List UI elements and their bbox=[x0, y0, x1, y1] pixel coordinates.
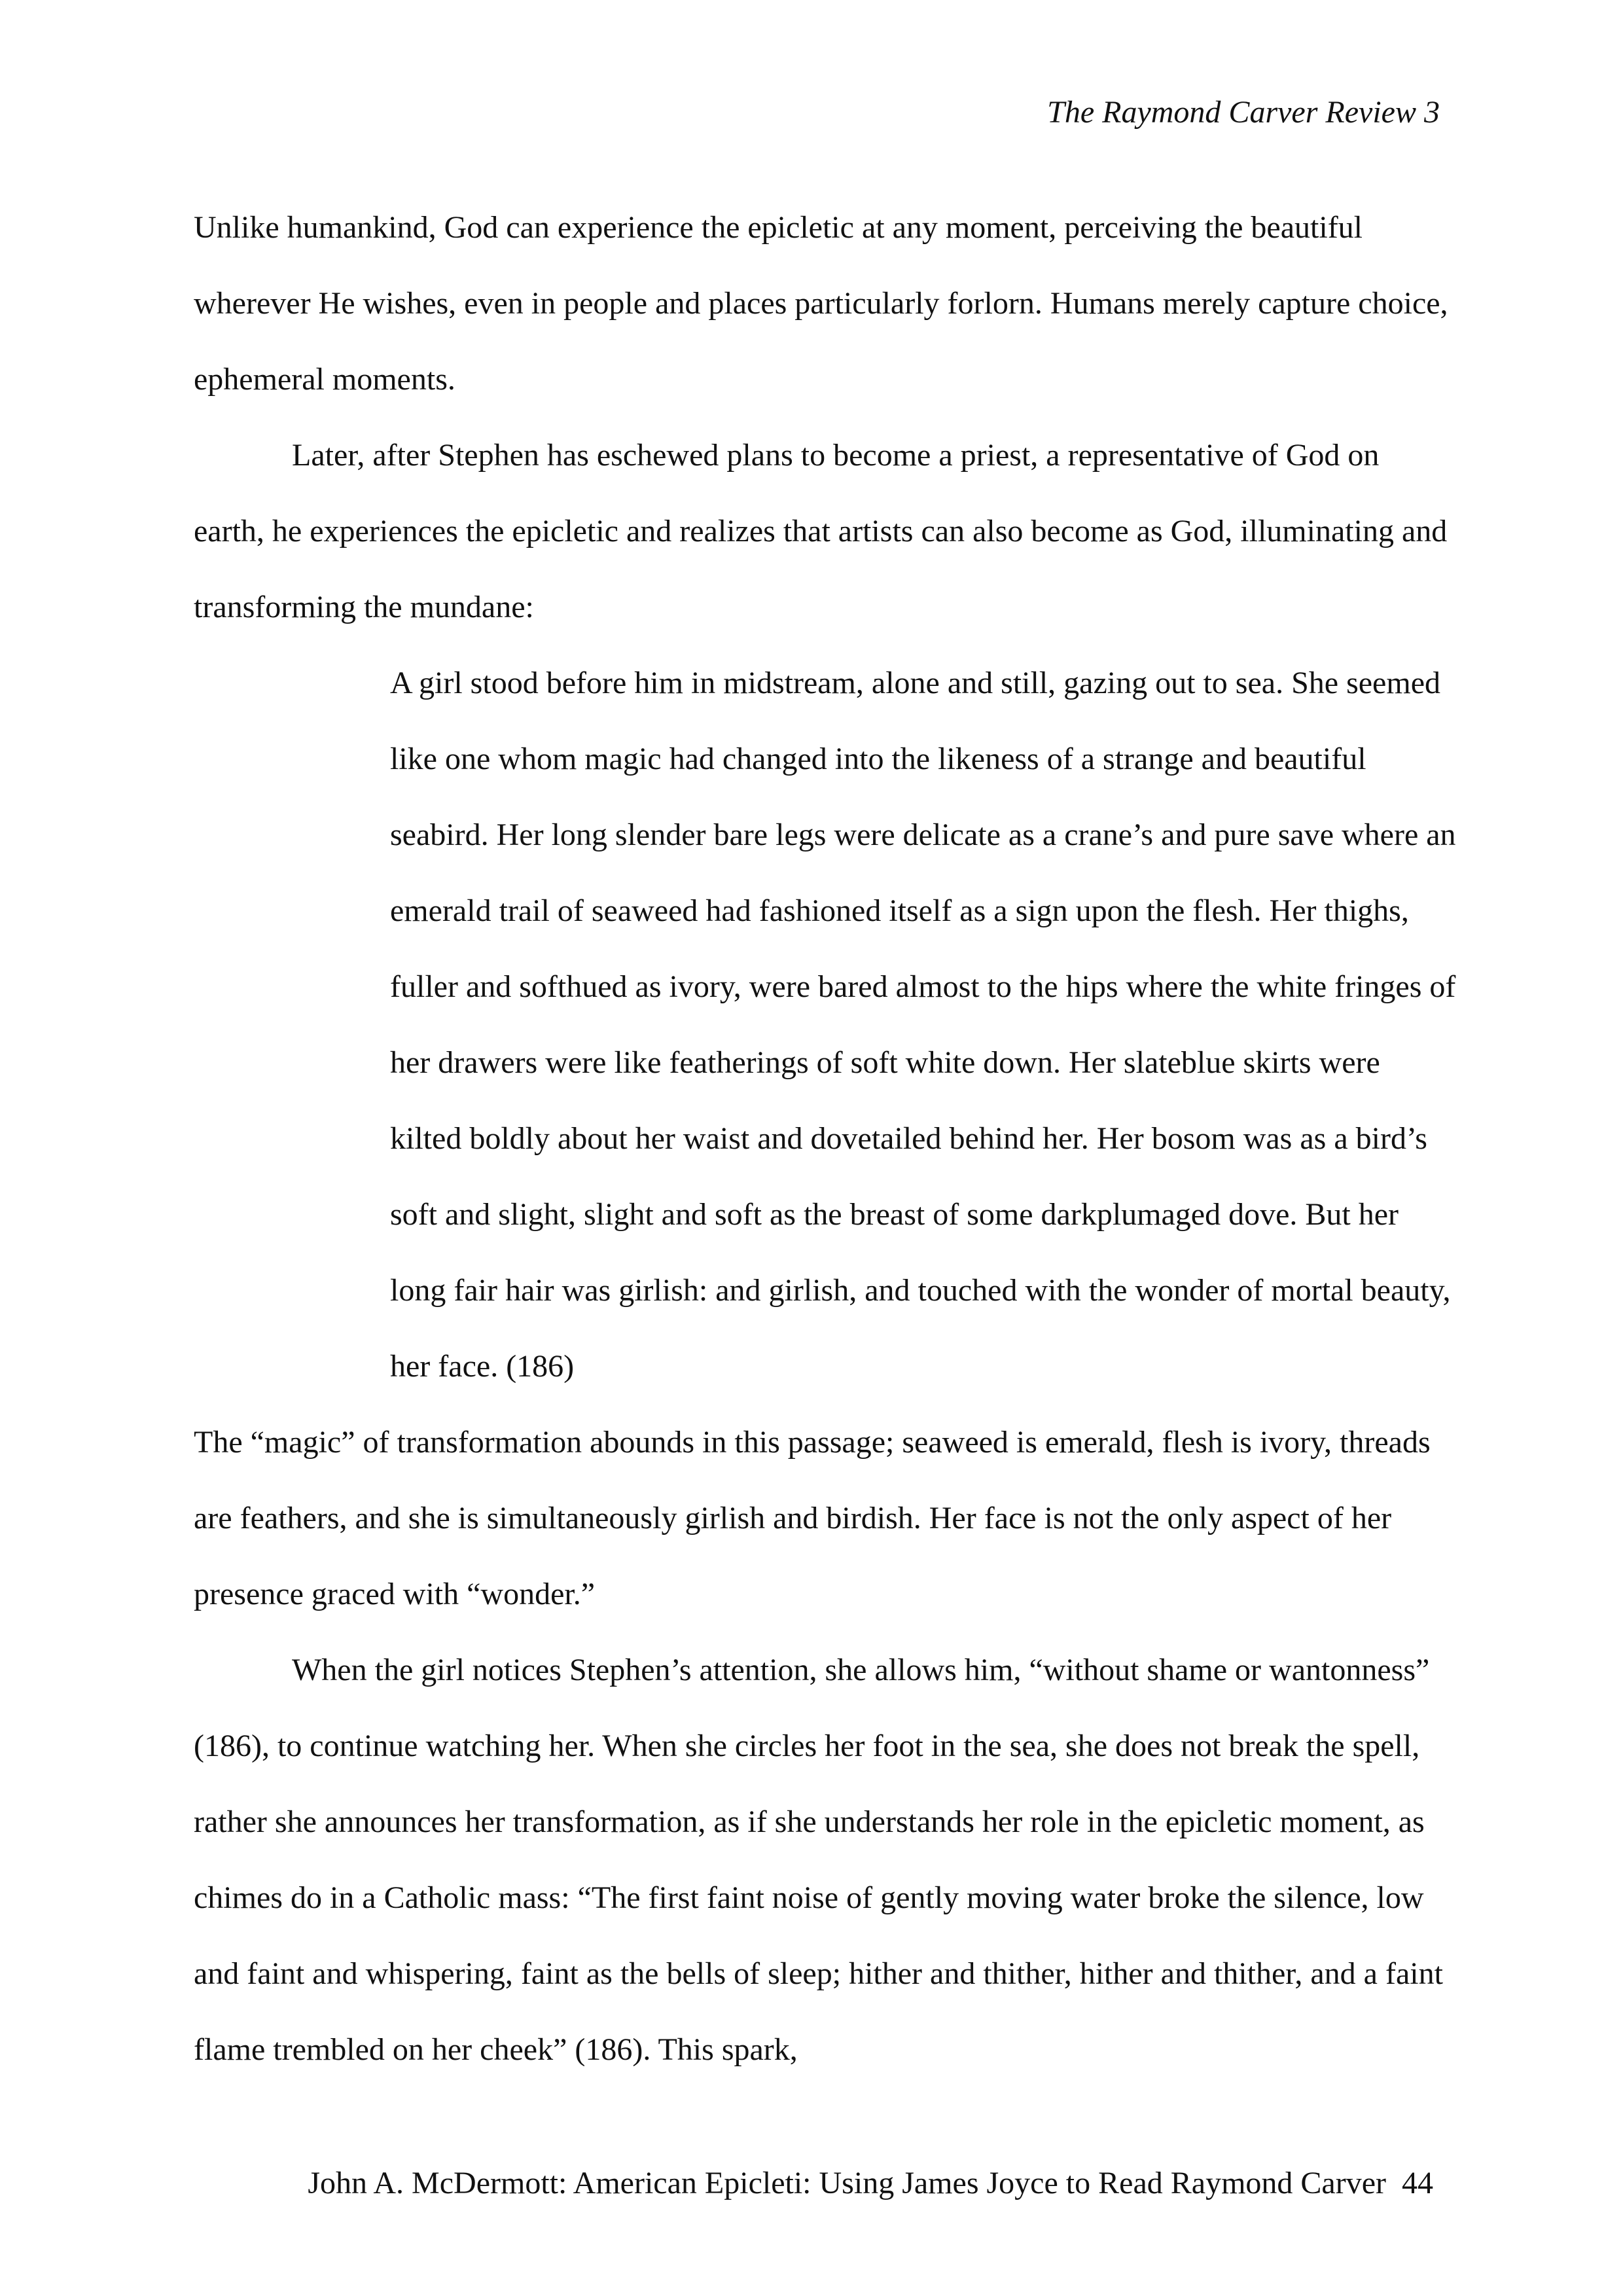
footer-citation: John A. McDermott: American Epicleti: Using James Joyce to Read Raymond Carver bbox=[308, 2166, 1386, 2200]
page-number: 44 bbox=[1402, 2166, 1433, 2200]
running-header: The Raymond Carver Review 3 bbox=[1047, 95, 1440, 130]
paragraph-2: Later, after Stephen has eschewed plans to become a priest, a representative of God on earth, he experiences the epicletic and realizes that artists can also become as God, illuminating and transforming the mundane: bbox=[194, 438, 1448, 624]
body-text bbox=[194, 190, 1457, 2088]
paragraph-4: When the girl notices Stephen’s attention, she allows him, “without shame or wantonness” (186), to continue watching her. When she circles her foot in the sea, she does not break the spell, rather she announces her transformation, as if she understands her role in the epicletic moment, as chimes do in a Catholic mass: “The first faint noise of gently moving water broke the silence, low and faint and whispering, faint as the bells of sleep; hither and thither, hither and thither, and a faint flame trembled on her cheek” (186). This spark, bbox=[194, 1653, 1443, 2067]
paragraph-3: The “magic” of transformation abounds in this passage; seaweed is emerald, flesh is ivory, threads are feathers, and she is simultaneously girlish and birdish. Her face is not the only aspect of her presence graced with “wonder.” bbox=[194, 1425, 1431, 1611]
block-quote: A girl stood before him in midstream, alone and still, gazing out to sea. She seemed like one whom magic had changed into the likeness of a strange and beautiful seabird. Her long slender bare legs were delicate as a crane’s and pure save where an emerald trail of seaweed had fashioned itself as a sign upon the flesh. Her thighs, fuller and softhued as ivory, were bared almost to the hips where the white fringes of her drawers were like featherings of soft white down. Her slateblue skirts were kilted boldly about her waist and dovetailed behind her. Her bosom was as a bird’s soft and slight, slight and soft as the breast of some darkplumaged dove. But her long fair hair was girlish: and girlish, and touched with the wonder of mortal beauty, her face. (186) bbox=[390, 666, 1456, 1384]
running-footer bbox=[308, 2164, 1433, 2203]
paragraph-1: Unlike humankind, God can experience the epicletic at any moment, perceiving the beautiful wherever He wishes, even in people and places particularly forlorn. Humans merely capture choice, ephemeral moments. bbox=[194, 210, 1448, 397]
